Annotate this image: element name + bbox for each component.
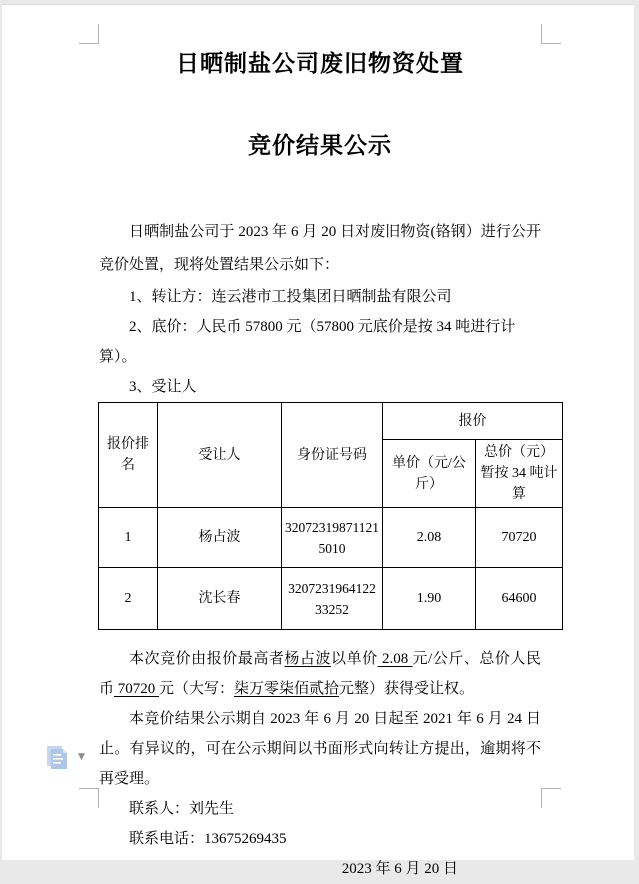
result-mid1: 以单价 [331,651,378,667]
header-transferee: 受让人 [158,403,282,508]
list-item-transferor: 1、转让方：连云港市工投集团日晒制盐有限公司 [129,289,452,305]
cell-total-price: 70720 [476,508,563,568]
result-mid3: 元（大写： [159,681,235,697]
intro-paragraph: 日晒制盐公司于 2023 年 6 月 20 日对废旧物资(铬钢）进行公开竞价处置，现将处置结果公示如下： [99,224,541,273]
paste-options-widget [46,745,85,770]
header-rank: 报价排名 [99,403,158,508]
amount-in-words: 柒万零柒佰贰拾 [234,681,340,697]
doc-title-line1: 日晒制盐公司废旧物资处置 [176,51,464,76]
bid-results-table [98,402,563,630]
paste-options-icon[interactable] [46,745,70,770]
crop-mark-bottom-left [79,788,99,808]
publicity-period-paragraph: 本竞价结果公示期自 2023 年 6 月 20 日起至 2021 年 6 月 24 日止。有异议的，可在公示期间以书面形式向转让方提出，逾期将不再受理。 [99,711,541,787]
result-mid2: 元/公斤、总价人民币 [99,651,541,697]
chevron-down-icon[interactable]: ▼ [78,752,85,762]
list-item-base-price: 2、底价：人民币 57800 元（57800 元底价是按 34 吨进行计算）。 [99,319,516,365]
cell-unit-price: 2.08 [383,508,476,568]
winning-unit-price: 2.08 [377,651,413,667]
doc-title-line2: 竞价结果公示 [248,133,392,158]
table-row [99,568,563,630]
crop-mark-top-right [541,24,561,44]
crop-mark-top-left [79,24,99,44]
list-item-transferee: 3、受让人 [129,379,197,395]
cell-rank: 1 [99,508,158,568]
crop-mark-bottom-right [541,788,561,808]
cell-rank: 2 [99,568,158,630]
cell-total-price: 64600 [476,568,563,630]
contact-phone-line: 联系电话：13675269435 [129,831,287,847]
header-total-price: 总价（元）暂按 34 吨计算 [476,440,563,508]
winning-total-price: 70720 [114,681,160,697]
table-header-row-top [99,403,563,440]
result-paragraph [99,644,541,704]
cell-id-number: 320723196412233252 [282,568,383,630]
header-id-number: 身份证号码 [282,403,383,508]
result-lead: 本次竞价由报价最高者 [129,651,285,667]
winner-name: 杨占波 [284,651,332,667]
cell-name: 沈长春 [158,568,282,630]
header-unit-price: 单价（元/公斤） [383,440,476,508]
result-tail: 元整）获得受让权。 [339,681,475,697]
header-quote: 报价 [383,403,563,440]
cell-id-number: 320723198711215010 [282,508,383,568]
document-page [2,4,634,877]
date-line: 2023 年 6 月 20 日 [341,861,458,877]
document-body [99,5,558,884]
cell-unit-price: 1.90 [383,568,476,630]
contact-person-line: 联系人：刘先生 [129,801,235,817]
cell-name: 杨占波 [158,508,282,568]
table-row [99,508,563,568]
